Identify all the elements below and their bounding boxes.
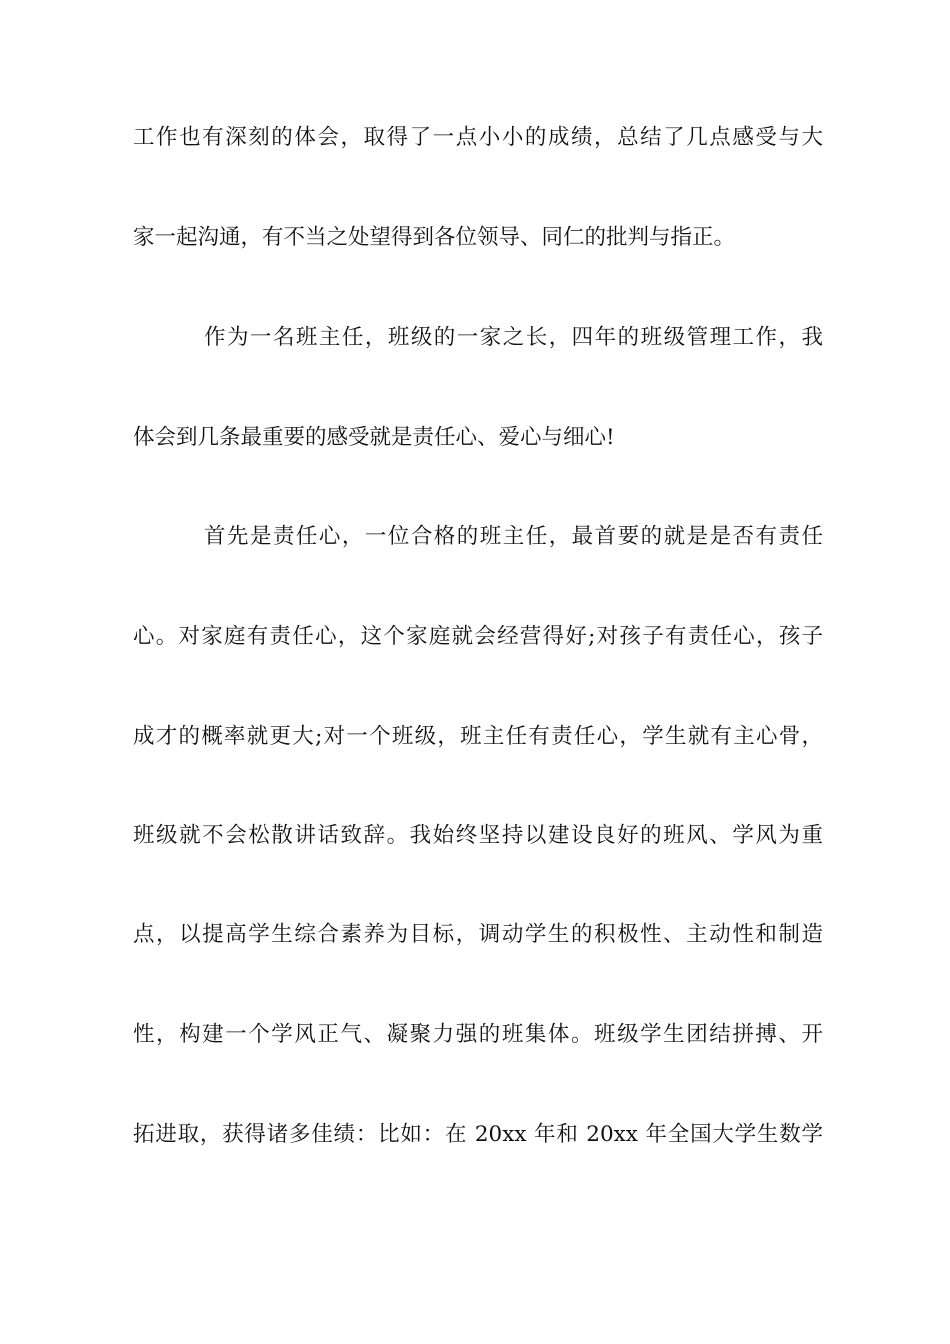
text-line: 体会到几条最重要的感受就是责任心、爱心与细心! [133, 425, 615, 450]
text-line: 性，构建一个学风正气、凝聚力强的班集体。班级学生团结拼搏、开 [133, 1022, 823, 1047]
text-line: 首先是责任心，一位合格的班主任，最首要的就是是否有责任 [204, 524, 823, 549]
text-line: 成才的概率就更大;对一个班级，班主任有责任心，学生就有主心骨， [133, 724, 823, 749]
text-line: 班级就不会松散讲话致辞。我始终坚持以建设良好的班风、学风为重 [133, 823, 823, 848]
text-line: 家一起沟通，有不当之处望得到各位领导、同仁的批判与指正。 [133, 225, 736, 250]
text-line: 工作也有深刻的体会，取得了一点小小的成绩，总结了几点感受与大 [133, 125, 823, 150]
text-line: 点，以提高学生综合素养为目标，调动学生的积极性、主动性和制造 [133, 922, 823, 947]
text-line: 作为一名班主任，班级的一家之长，四年的班级管理工作，我 [204, 325, 823, 350]
text-line: 心。对家庭有责任心，这个家庭就会经营得好;对孩子有责任心，孩子 [133, 624, 823, 649]
text-line: 拓进取，获得诸多佳绩：比如：在 20xx 年和 20xx 年全国大学生数学 [133, 1122, 823, 1147]
